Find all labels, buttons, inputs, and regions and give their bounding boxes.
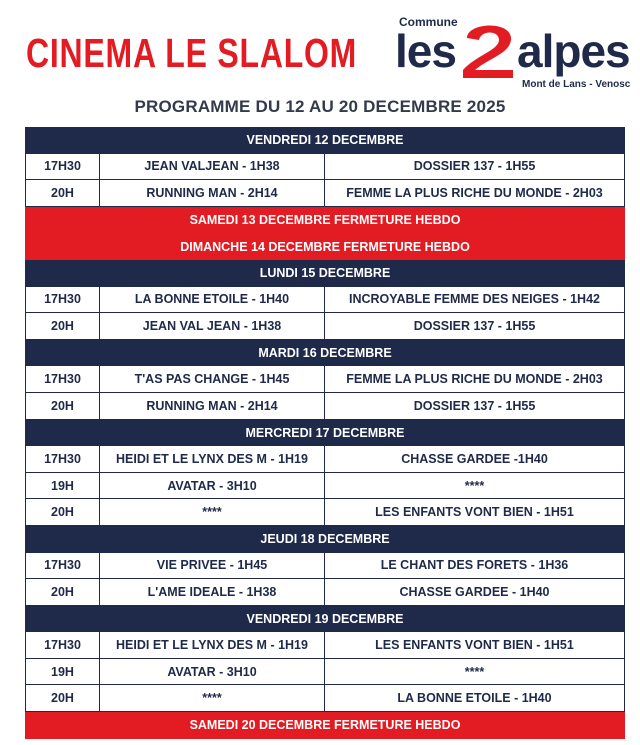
film-right: INCROYABLE FEMME DES NEIGES - 1H42 [349,292,600,307]
film-left: VIE PRIVEE - 1H45 [100,553,325,579]
film-right: CHASSE GARDEE - 1H40 [399,584,550,599]
showtime-row [25,499,625,526]
showtime-row [25,446,625,473]
showtime-row [25,366,625,393]
day-header-row [25,606,625,633]
showtime-row [25,632,625,659]
film-left: **** [100,685,325,711]
closure-label: SAMEDI 13 DECEMBRE FERMETURE HEBDO [189,213,461,228]
logo-commune-text: Commune [399,15,458,29]
day-label: VENDREDI 19 DECEMBRE [246,611,404,626]
day-header-row [25,127,625,154]
showtime-row [25,473,625,500]
day-header-row [25,260,625,287]
showtime-row [25,553,625,580]
showtime-row [25,579,625,606]
closure-row [25,712,625,739]
film-left: L'AME IDEALE - 1H38 [100,579,325,605]
showtime-time: 20H [26,499,100,525]
film-right: **** [464,478,485,493]
film-left: AVATAR - 3H10 [100,473,325,499]
film-left: HEIDI ET LE LYNX DES M - 1H19 [100,446,325,472]
film-left: T'AS PAS CHANGE - 1H45 [100,366,325,392]
program-title: PROGRAMME DU 12 AU 20 DECEMBRE 2025 [134,97,506,116]
showtime-time: 20H [26,313,100,339]
showtime-row [25,180,625,207]
cinema-title: CINEMA LE SLALOM [26,30,358,76]
day-header-row [25,526,625,553]
showtime-time: 17H30 [26,287,100,313]
day-label: MERCREDI 17 DECEMBRE [245,425,405,440]
film-right: LES ENFANTS VONT BIEN - 1H51 [375,505,574,520]
film-left: RUNNING MAN - 2H14 [100,180,325,206]
showtime-time: 17H30 [26,632,100,658]
commune-logo [393,10,633,92]
closure-row [25,207,625,234]
logo-two-mark [461,16,519,78]
logo-les-text: les [395,25,456,77]
showtime-time: 19H [26,659,100,685]
film-right: **** [464,664,485,679]
film-right: DOSSIER 137 - 1H55 [413,159,536,174]
day-header-row [25,340,625,367]
showtime-row [25,393,625,420]
day-label: JEUDI 18 DECEMBRE [260,532,390,547]
showtime-row [25,287,625,314]
showtime-row [25,685,625,712]
showtime-time: 17H30 [26,366,100,392]
film-left: **** [100,499,325,525]
day-label: VENDREDI 12 DECEMBRE [246,133,404,148]
film-right: CHASSE GARDEE -1H40 [401,451,548,466]
film-right: LA BONNE ETOILE - 1H40 [397,691,552,706]
showtime-row [25,659,625,686]
film-right: DOSSIER 137 - 1H55 [413,318,536,333]
schedule-table [25,127,625,739]
showtime-time: 19H [26,473,100,499]
showtime-time: 20H [26,393,100,419]
showtime-time: 20H [26,685,100,711]
film-left: HEIDI ET LE LYNX DES M - 1H19 [100,632,325,658]
film-right: DOSSIER 137 - 1H55 [413,398,536,413]
showtime-time: 20H [26,579,100,605]
logo-subtitle: Mont de Lans - Venosc [522,79,631,90]
showtime-time: 17H30 [26,446,100,472]
film-left: JEAN VALJEAN - 1H38 [100,154,325,180]
day-label: LUNDI 15 DECEMBRE [259,266,391,281]
showtime-time: 17H30 [26,553,100,579]
film-right: FEMME LA PLUS RICHE DU MONDE - 2H03 [346,372,603,387]
film-left: LA BONNE ETOILE - 1H40 [100,287,325,313]
film-left: JEAN VAL JEAN - 1H38 [100,313,325,339]
closure-label: DIMANCHE 14 DECEMBRE FERMETURE HEBDO [180,239,470,254]
closure-label: SAMEDI 20 DECEMBRE FERMETURE HEBDO [189,718,461,733]
closure-row [25,233,625,260]
logo-alpes-text: alpes [517,25,630,77]
film-right: FEMME LA PLUS RICHE DU MONDE - 2H03 [346,185,603,200]
day-header-row [25,420,625,447]
showtime-row [25,154,625,181]
showtime-time: 20H [26,180,100,206]
showtime-row [25,313,625,340]
film-right: LES ENFANTS VONT BIEN - 1H51 [375,638,574,653]
film-right: LE CHANT DES FORETS - 1H36 [380,558,569,573]
day-label: MARDI 16 DECEMBRE [258,346,392,361]
showtime-time: 17H30 [26,154,100,180]
film-left: RUNNING MAN - 2H14 [100,393,325,419]
page-header [0,0,640,100]
film-left: AVATAR - 3H10 [100,659,325,685]
